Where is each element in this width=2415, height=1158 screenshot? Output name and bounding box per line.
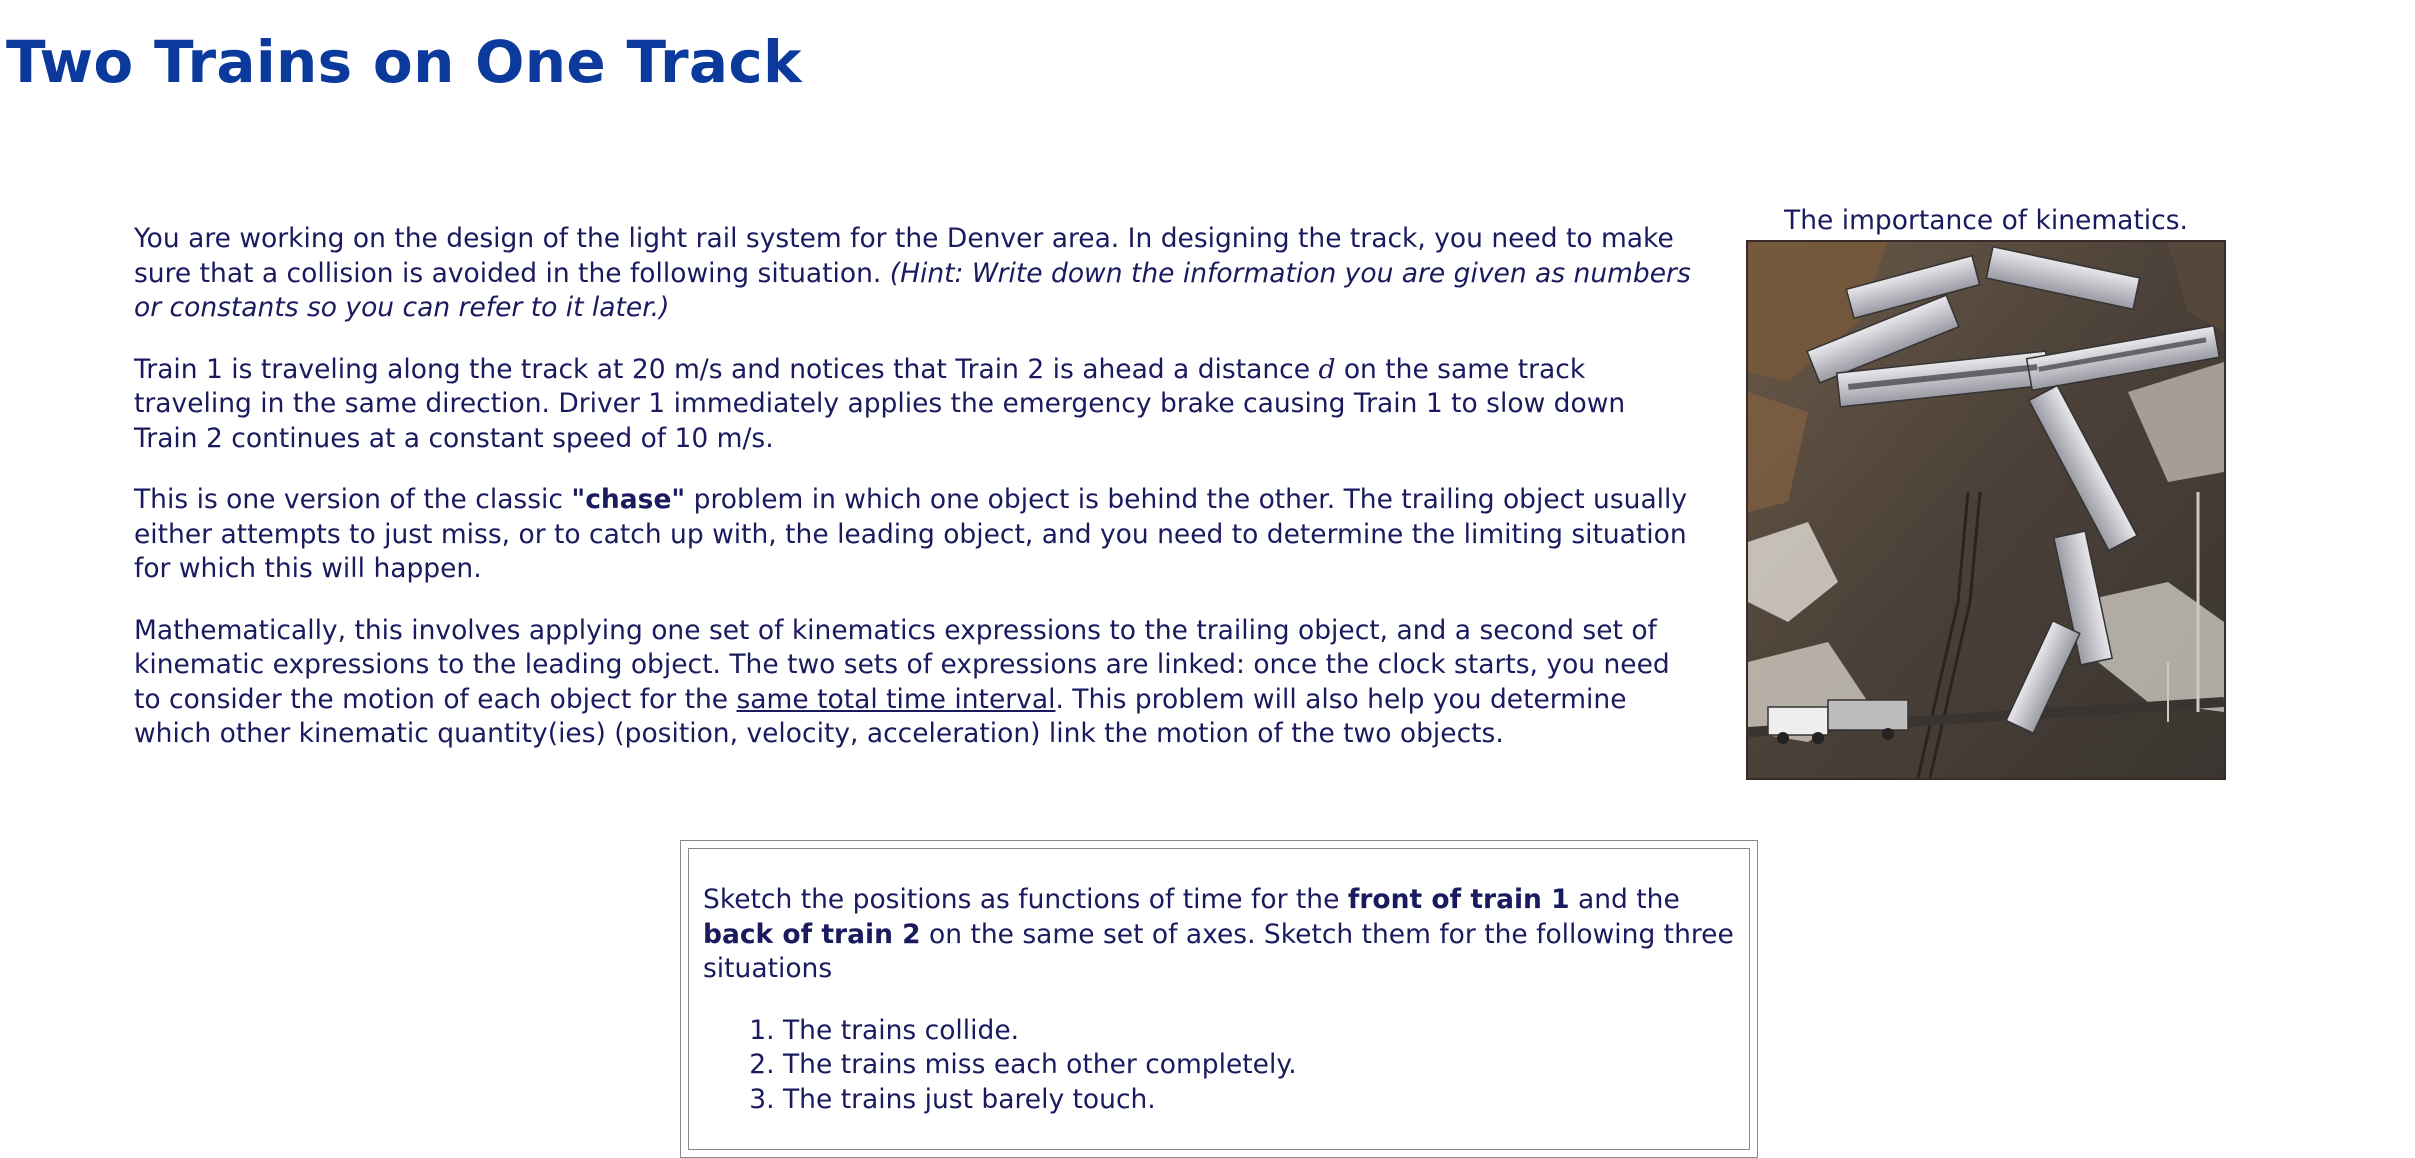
list-item: 3. The trains just barely touch. (783, 1083, 1735, 1118)
task-back-of-train-2: back of train 2 (703, 918, 921, 950)
problem-description (134, 222, 1694, 779)
math-text-start: Mathematically, this involves applying one set of kinematics expressions to the trailing object, and a second set of kinematic expressions to the leading object. The two sets of expressions are linked: once the clock starts, you need to consider the motion of each object for the (134, 614, 1670, 715)
task-text-1: Sketch the positions as functions of time for the (703, 884, 1348, 915)
chase-paragraph (134, 483, 1694, 587)
situation-list (703, 1014, 1735, 1118)
page-title: Two Trains on One Track (6, 28, 802, 96)
task-text-2: and the (1569, 884, 1680, 915)
task-box-inner (688, 848, 1750, 1150)
scenario-text-start: Train 1 is traveling along the track at 20 m/s and notices that Train 2 is ahead a distance (134, 353, 1319, 385)
hint-text: (Hint: Write down the information you are given as numbers or constants so you can refer to it later.) (134, 257, 1691, 323)
chase-text-end: problem in which one object is behind the other. The trailing object usually either attempts to just miss, or to catch up with, the leading object, and you need to determine the limiting situation for which this will happen. (134, 484, 1688, 584)
list-item: 1. The trains collide. (783, 1014, 1735, 1049)
scenario-paragraph (134, 353, 1694, 457)
intro-paragraph (134, 222, 1694, 326)
list-item: 2. The trains miss each other completely. (783, 1048, 1735, 1083)
task-front-of-train-1: front of train 1 (1347, 884, 1570, 915)
figure-caption: The importance of kinematics. (1784, 205, 2188, 236)
train-wreck-photo (1746, 240, 2226, 780)
chase-term: "chase" (571, 484, 686, 515)
distance-variable: d (1318, 353, 1336, 385)
task-box (680, 840, 1758, 1158)
same-time-interval-emphasis: same total time interval (736, 683, 1056, 715)
figure (1746, 204, 2226, 780)
intro-text: You are working on the design of the light rail system for the Denver area. In designing the track, you need to make sure that a collision is avoided in the following situation. (134, 223, 1674, 289)
scenario-text-end: on the same track traveling in the same direction. Driver 1 immediately applies the emergency brake causing Train 1 to slow down Train 2 continues at a constant speed of 10 m/s. (134, 353, 1626, 454)
task-instructions (703, 883, 1735, 987)
task-text-3: on the same set of axes. Sketch them for the following three situations (703, 918, 1734, 984)
math-paragraph (134, 614, 1694, 752)
chase-text-start: This is one version of the classic (134, 484, 572, 515)
math-text-end: . This problem will also help you determine which other kinematic quantity(ies) (position, velocity, acceleration) link the motion of the two objects. (134, 683, 1627, 749)
